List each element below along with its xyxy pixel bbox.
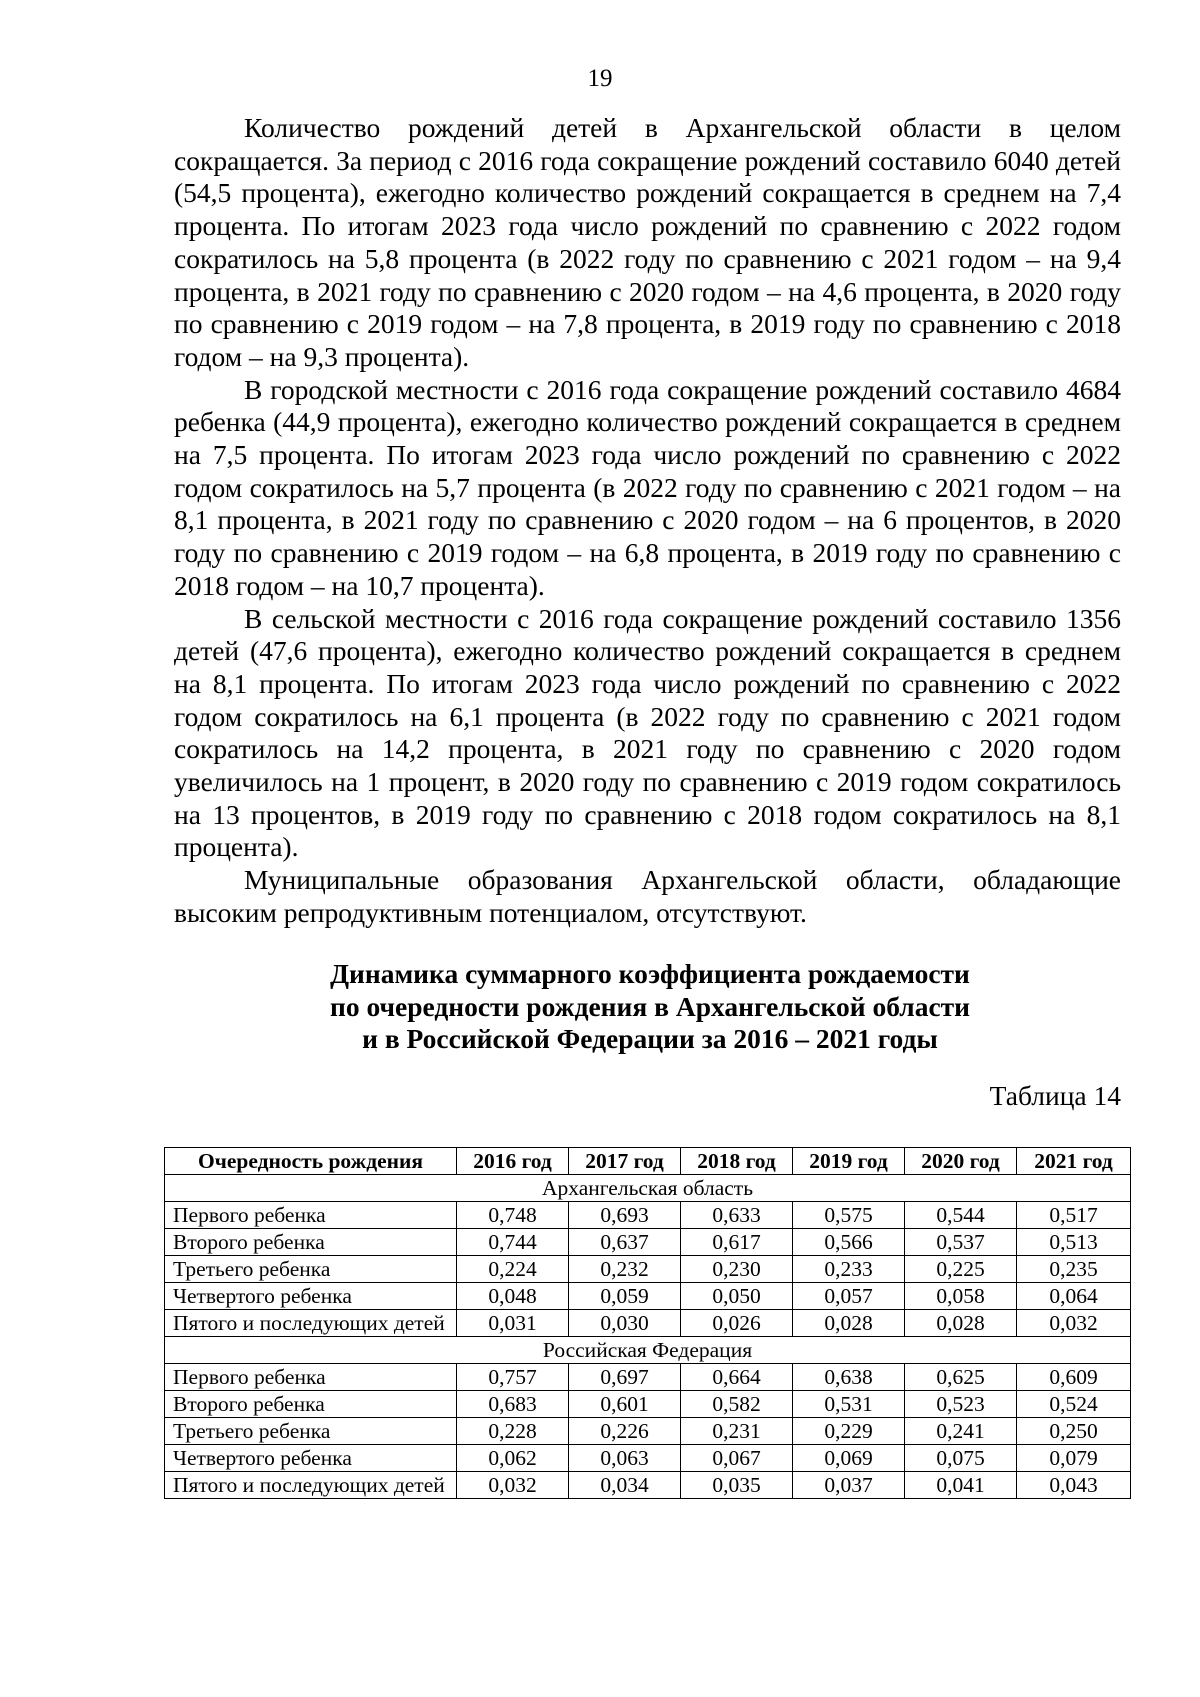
table-cell-value: 0,566 — [793, 1229, 905, 1256]
column-header: 2018 год — [681, 1148, 793, 1175]
table-cell-value: 0,664 — [681, 1364, 793, 1391]
table-cell-value: 0,225 — [905, 1256, 1017, 1283]
table-title — [0, 958, 1200, 1056]
table-cell-value: 0,697 — [569, 1364, 681, 1391]
table-cell-value: 0,048 — [457, 1283, 569, 1310]
table-cell-value: 0,744 — [457, 1229, 569, 1256]
table-cell-value: 0,241 — [905, 1418, 1017, 1445]
table-cell-value: 0,058 — [905, 1283, 1017, 1310]
table-section-title: Российская Федерация — [165, 1337, 1131, 1364]
page-number: 19 — [587, 65, 613, 92]
table-cell-value: 0,683 — [457, 1391, 569, 1418]
table-cell-value: 0,224 — [457, 1256, 569, 1283]
column-header: 2020 год — [905, 1148, 1017, 1175]
table-cell-value: 0,064 — [1017, 1283, 1131, 1310]
table-cell-value: 0,057 — [793, 1283, 905, 1310]
row-label: Первого ребенка — [165, 1202, 457, 1229]
row-label: Третьего ребенка — [165, 1256, 457, 1283]
row-label: Первого ребенка — [165, 1364, 457, 1391]
paragraph-births-rural: В сельской местности с 2016 года сокращение рождений составило 1356 детей (47,6 процента), ежегодно количество рождений сокращается в среднем на 8,1 процента. По итогам 2023 года число рождений по сравнению с 2022 годом сократилось на 6,1 процента (в 2022 году по сравнению с 2021 годом сократилось на 14,2 процента, в 2021 году по сравнению с 2020 годом увеличилось на 1 процент, в 2020 году по сравнению с 2019 годом сократилось на 13 процентов, в 2019 году по сравнению с 2018 годом сократилось на 8,1 процента). — [174, 602, 1121, 863]
table-cell-value: 0,232 — [569, 1256, 681, 1283]
table-cell-value: 0,069 — [793, 1445, 905, 1472]
table-cell-value: 0,226 — [569, 1418, 681, 1445]
body-text — [174, 112, 1121, 930]
table-title-line: по очередности рождения в Архангельской области — [329, 990, 971, 1022]
paragraph-births-total: Количество рождений детей в Архангельской области в целом сокращается. За период с 2016 года сокращение рождений составило 6040 детей (54,5 процента), ежегодно количество рождений сокращается в среднем на 7,4 процента. По итогам 2023 года число рождений по сравнению с 2022 годом сократилось на 5,8 процента (в 2022 году по сравнению с 2021 годом – на 9,4 процента, в 2021 году по сравнению с 2020 годом – на 4,6 процента, в 2020 году по сравнению с 2019 годом – на 7,8 процента, в 2019 году по сравнению с 2018 годом – на 9,3 процента). — [174, 112, 1121, 372]
table-cell-value: 0,601 — [569, 1391, 681, 1418]
table-cell-value: 0,523 — [905, 1391, 1017, 1418]
table-cell-value: 0,575 — [793, 1202, 905, 1229]
table-row — [165, 1310, 1131, 1337]
row-label: Второго ребенка — [165, 1391, 457, 1418]
table-cell-value: 0,748 — [457, 1202, 569, 1229]
row-label: Четвертого ребенка — [165, 1445, 457, 1472]
table-cell-value: 0,582 — [681, 1391, 793, 1418]
table-row — [165, 1445, 1131, 1472]
table-cell-value: 0,050 — [681, 1283, 793, 1310]
table-cell-value: 0,625 — [905, 1364, 1017, 1391]
table-cell-value: 0,041 — [905, 1472, 1017, 1499]
row-label: Второго ребенка — [165, 1229, 457, 1256]
table-row — [165, 1283, 1131, 1310]
table-title-line: и в Российской Федерации за 2016 – 2021 годы — [362, 1023, 938, 1054]
table-label: Таблица 14 — [989, 1080, 1121, 1111]
column-header: 2017 год — [569, 1148, 681, 1175]
table-body — [165, 1175, 1131, 1499]
table-section-row — [165, 1337, 1131, 1364]
table-cell-value: 0,035 — [681, 1472, 793, 1499]
table-section-title: Архангельская область — [165, 1175, 1131, 1202]
table-cell-value: 0,032 — [1017, 1310, 1131, 1337]
table-cell-value: 0,235 — [1017, 1256, 1131, 1283]
table-row — [165, 1418, 1131, 1445]
table-cell-value: 0,633 — [681, 1202, 793, 1229]
table-cell-value: 0,230 — [681, 1256, 793, 1283]
fertility-table — [164, 1147, 1131, 1499]
table-cell-value: 0,757 — [457, 1364, 569, 1391]
table-cell-value: 0,231 — [681, 1418, 793, 1445]
table-title-line: Динамика суммарного коэффициента рождаемости — [330, 958, 970, 989]
table-cell-value: 0,517 — [1017, 1202, 1131, 1229]
table-cell-value: 0,075 — [905, 1445, 1017, 1472]
table-section-row — [165, 1175, 1131, 1202]
table-cell-value: 0,043 — [1017, 1472, 1131, 1499]
table-row — [165, 1364, 1131, 1391]
table-row — [165, 1472, 1131, 1499]
table-row — [165, 1229, 1131, 1256]
table-cell-value: 0,233 — [793, 1256, 905, 1283]
table-cell-value: 0,228 — [457, 1418, 569, 1445]
table-row — [165, 1202, 1131, 1229]
table-cell-value: 0,037 — [793, 1472, 905, 1499]
table-row — [165, 1256, 1131, 1283]
paragraph-births-urban: В городской местности с 2016 года сокращение рождений составило 4684 ребенка (44,9 процента), ежегодно количество рождений сокращается в среднем на 7,5 процента. По итогам 2023 года число рождений по сравнению с 2022 годом сократилось на 5,7 процента (в 2022 году по сравнению с 2021 годом – на 8,1 процента, в 2021 году по сравнению с 2020 годом – на 6 процентов, в 2020 году по сравнению с 2019 годом – на 6,8 процента, в 2019 году по сравнению с 2018 годом – на 10,7 процента). — [174, 373, 1121, 601]
table-cell-value: 0,637 — [569, 1229, 681, 1256]
table-cell-value: 0,079 — [1017, 1445, 1131, 1472]
table-cell-value: 0,062 — [457, 1445, 569, 1472]
table-cell-value: 0,609 — [1017, 1364, 1131, 1391]
table-cell-value: 0,531 — [793, 1391, 905, 1418]
column-header: 2021 год — [1017, 1148, 1131, 1175]
column-header: Очередность рождения — [165, 1148, 457, 1175]
table-cell-value: 0,059 — [569, 1283, 681, 1310]
table-row — [165, 1391, 1131, 1418]
table-cell-value: 0,250 — [1017, 1418, 1131, 1445]
row-label: Пятого и последующих детей — [165, 1472, 457, 1499]
table-cell-value: 0,544 — [905, 1202, 1017, 1229]
row-label: Третьего ребенка — [165, 1418, 457, 1445]
table-cell-value: 0,032 — [457, 1472, 569, 1499]
row-label: Четвертого ребенка — [165, 1283, 457, 1310]
table-cell-value: 0,524 — [1017, 1391, 1131, 1418]
table-cell-value: 0,063 — [569, 1445, 681, 1472]
table-cell-value: 0,028 — [905, 1310, 1017, 1337]
table-cell-value: 0,229 — [793, 1418, 905, 1445]
column-header: 2019 год — [793, 1148, 905, 1175]
table-cell-value: 0,034 — [569, 1472, 681, 1499]
table-cell-value: 0,067 — [681, 1445, 793, 1472]
row-label: Пятого и последующих детей — [165, 1310, 457, 1337]
table-cell-value: 0,513 — [1017, 1229, 1131, 1256]
table-cell-value: 0,693 — [569, 1202, 681, 1229]
table-cell-value: 0,638 — [793, 1364, 905, 1391]
paragraph-municipalities: Муниципальные образования Архангельской области, обладающие высоким репродуктивным потенциалом, отсутствуют. — [174, 864, 1121, 928]
table-cell-value: 0,031 — [457, 1310, 569, 1337]
table-header-row — [165, 1148, 1131, 1175]
table-cell-value: 0,028 — [793, 1310, 905, 1337]
table-cell-value: 0,026 — [681, 1310, 793, 1337]
table-cell-value: 0,030 — [569, 1310, 681, 1337]
table-cell-value: 0,537 — [905, 1229, 1017, 1256]
column-header: 2016 год — [457, 1148, 569, 1175]
table-cell-value: 0,617 — [681, 1229, 793, 1256]
